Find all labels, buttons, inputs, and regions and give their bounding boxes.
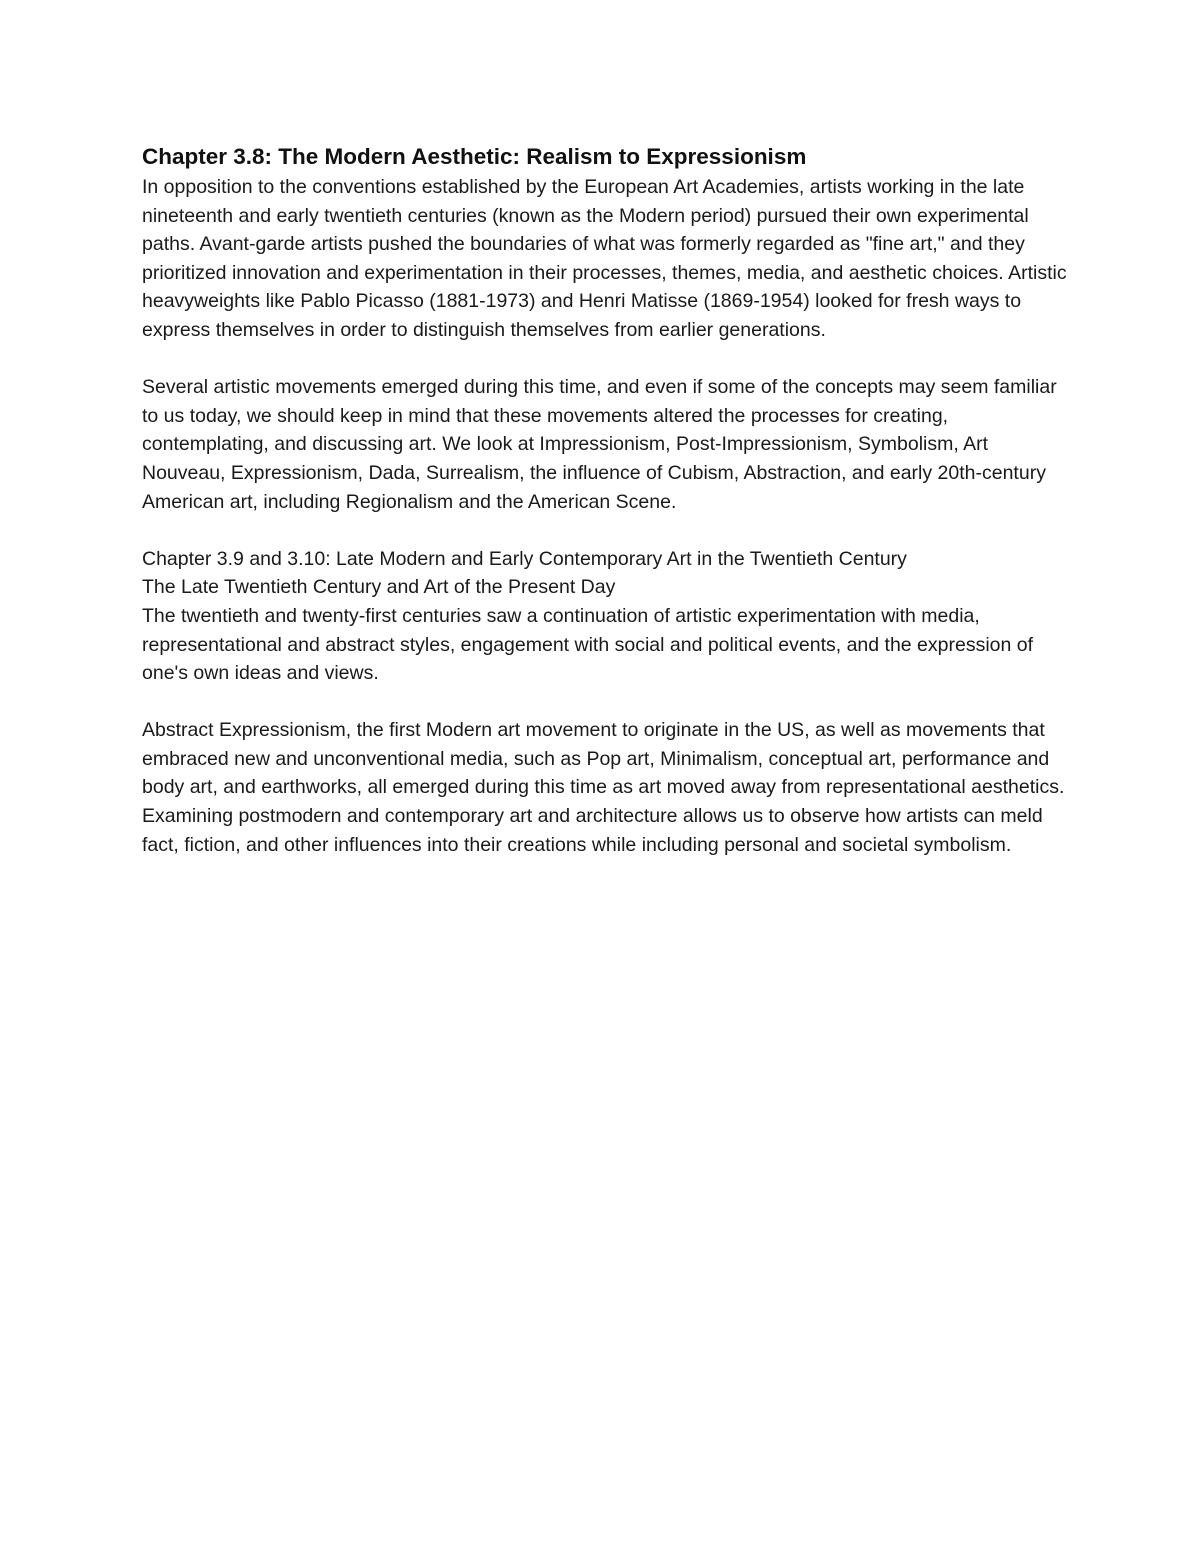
paragraph-spacer	[142, 345, 1072, 374]
paragraph-spacer	[142, 688, 1072, 717]
chapter-3-8-paragraph-2: Several artistic movements emerged during this time, and even if some of the concepts may seem familiar to us today, we should keep in mind that these movements altered the processes for creating, contemplating, and discussing art. We look at Impressionism, Post-Impressionism, Symbolism, Art Nouveau, Expressionism, Dada, Surrealism, the influence of Cubism, Abstraction, and early 20th-century American art, including Regionalism and the American Scene.	[142, 376, 1057, 513]
chapter-3-10-heading: The Late Twentieth Century and Art of the Present Day	[142, 576, 616, 599]
chapter-3-9-paragraph-1: The twentieth and twenty-first centuries saw a continuation of artistic experimentation with media, representational and abstract styles, engagement with social and political events, and the expression of one's own ideas and views.	[142, 604, 1034, 685]
chapter-3-8-title: Chapter 3.8: The Modern Aesthetic: Realism to Expressionism	[142, 144, 807, 169]
paragraph-spacer	[142, 516, 1072, 545]
document-body	[142, 141, 1072, 859]
chapter-3-9-heading: Chapter 3.9 and 3.10: Late Modern and Early Contemporary Art in the Twentieth Century	[142, 547, 907, 570]
chapter-3-8-paragraph-1: In opposition to the conventions established by the European Art Academies, artists working in the late nineteenth and early twentieth centuries (known as the Modern period) pursued their own experimental paths. Avant-garde artists pushed the boundaries of what was formerly regarded as "fine art," and they prioritized innovation and experimentation in their processes, themes, media, and aesthetic choices. Artistic heavyweights like Pablo Picasso (1881-1973) and Henri Matisse (1869-1954) looked for fresh ways to express themselves in order to distinguish themselves from earlier generations.	[142, 176, 1067, 341]
chapter-3-9-paragraph-2: Abstract Expressionism, the first Modern art movement to originate in the US, as well as movements that embraced new and unconventional media, such as Pop art, Minimalism, conceptual art, performance and body art, and earthworks, all emerged during this time as art moved away from representational aesthetics. Examining postmodern and contemporary art and architecture allows us to observe how artists can meld fact, fiction, and other influences into their creations while including personal and societal symbolism.	[142, 719, 1065, 856]
